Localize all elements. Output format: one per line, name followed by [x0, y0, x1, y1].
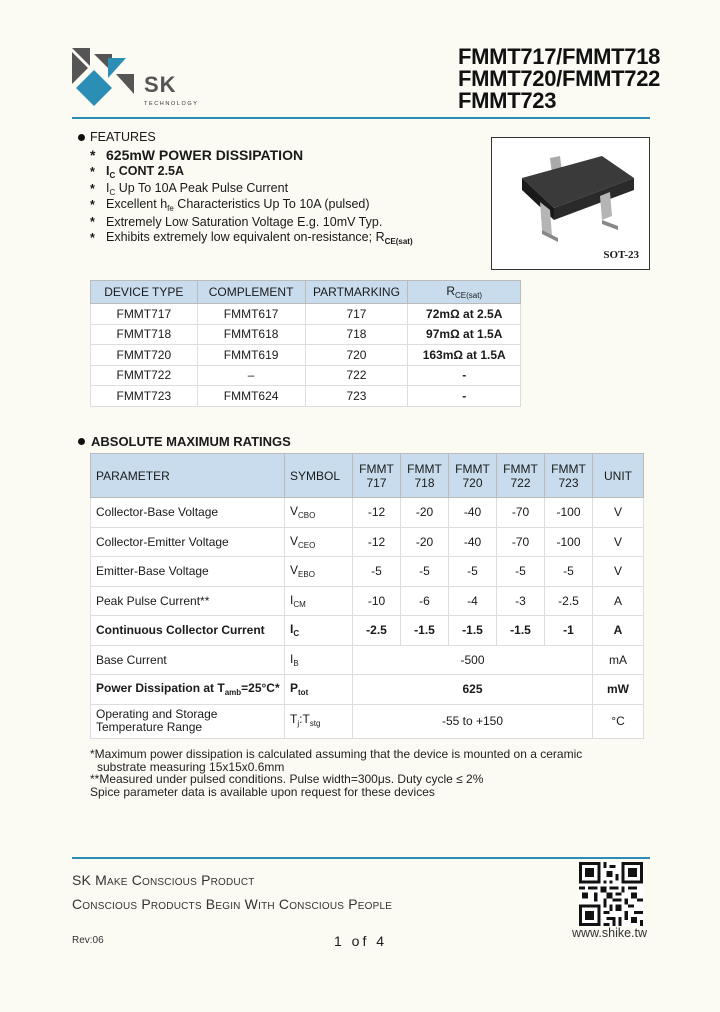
footnote: **Measured under pulsed conditions. Pulse width=300μs. Duty cycle ≤ 2% [90, 772, 484, 786]
bullet-icon [78, 134, 85, 141]
table-row: FMMT723 FMMT624 723 - [91, 386, 521, 407]
column-header: COMPLEMENT [197, 281, 305, 304]
ratings-heading: ABSOLUTE MAXIMUM RATINGS [78, 434, 291, 449]
brand-tagline: TECHNOLOGY [144, 101, 199, 107]
title-line: FMMT720/FMMT722 [458, 66, 661, 91]
table-header-row [91, 454, 644, 498]
table-row: FMMT720 FMMT619 720 163mΩ at 1.5A [91, 345, 521, 366]
page-number: 1 of 4 [334, 933, 388, 949]
feature-item: * Exhibits extremely low equivalent on-resistance; $R_{CE(sat)}$ [90, 230, 413, 247]
device-table [90, 280, 521, 407]
footnote: Spice parameter data is available upon request for these devices [90, 784, 435, 799]
table-row: FMMT722 – 722 - [91, 365, 521, 386]
features-heading: FEATURES [78, 129, 488, 145]
table-header-row [91, 281, 521, 304]
feature-item: * Excellent $h_{fe}$ Characteristics Up To 10A (pulsed) [90, 197, 370, 214]
table-row: Power Dissipation at $T_{amb}=25^\circ C*$ $P_{tot}$ 625 mW [91, 675, 644, 705]
table-row: Operating and Storage Temperature Range $T_j:T_{stg}$ -55 to +150 °C [91, 704, 644, 738]
table-row: FMMT718 FMMT618 718 97mΩ at 1.5A [91, 324, 521, 345]
title-line: FMMT723 [458, 88, 557, 113]
package-label: SOT-23 [603, 249, 639, 261]
header-divider [72, 117, 650, 119]
table-row: Base Current $I_B$ -500 mA [91, 645, 644, 675]
page-title [458, 46, 660, 112]
features-section [78, 129, 488, 247]
feature-item: * $I_C$ CONT 2.5A [90, 164, 185, 181]
column-header: PARTMARKING [305, 281, 408, 304]
feature-item: * 625mW POWER DISSIPATION [90, 146, 304, 163]
column-header: SYMBOL [285, 454, 353, 498]
title-line: FMMT717/FMMT718 [458, 44, 661, 69]
column-header: FMMT 718 [401, 454, 449, 498]
ratings-table [90, 453, 644, 739]
table-row: Continuous Collector Current $I_C$ -2.5 -1.5 -1.5 -1.5 -1 A [91, 616, 644, 646]
footnote: substrate measuring 15x15x0.6mm [97, 759, 285, 774]
website-link[interactable]: www.shike.tw [572, 926, 648, 940]
bullet-icon [78, 438, 85, 445]
feature-item: * Extremely Low Saturation Voltage E.g. 10mV Typ. [90, 214, 383, 229]
column-header: FMMT 722 [497, 454, 545, 498]
footer-slogan: SK Make Conscious Product [72, 872, 255, 888]
feature-item: * $I_C$ Up To 10A Peak Pulse Current [90, 180, 289, 197]
table-row: Peak Pulse Current** $I_{CM}$ -10 -6 -4 -3 -2.5 A [91, 586, 644, 616]
footnotes [90, 748, 582, 798]
table-row: Emitter-Base Voltage $V_{EBO}$ -5 -5 -5 -5 -5 V [91, 557, 644, 587]
column-header: UNIT [593, 454, 644, 498]
qr-code-icon [579, 862, 643, 926]
package-figure [491, 137, 650, 270]
column-header: DEVICE TYPE [91, 281, 198, 304]
table-row: Collector-Emitter Voltage $V_{CEO}$ -12 -20 -40 -70 -100 V [91, 527, 644, 557]
revision-label: Rev:06 [72, 935, 104, 946]
table-row: FMMT717 FMMT617 717 72mΩ at 2.5A [91, 304, 521, 325]
footer-divider [72, 857, 650, 859]
column-header: FMMT 723 [545, 454, 593, 498]
column-header: FMMT 720 [449, 454, 497, 498]
column-header: FMMT 717 [353, 454, 401, 498]
sk-logo-icon [68, 44, 138, 106]
table-row: Collector-Base Voltage $V_{CBO}$ -12 -20 -40 -70 -100 V [91, 498, 644, 528]
column-header: $R_{CE(sat)}$ [408, 281, 521, 304]
footer-slogan: Conscious Products Begin With Conscious People [72, 896, 393, 912]
brand-name: SK [144, 72, 177, 97]
footnote: *Maximum power dissipation is calculated assuming that the device is mounted on a ceramic [90, 747, 583, 761]
column-header: PARAMETER [91, 454, 285, 498]
